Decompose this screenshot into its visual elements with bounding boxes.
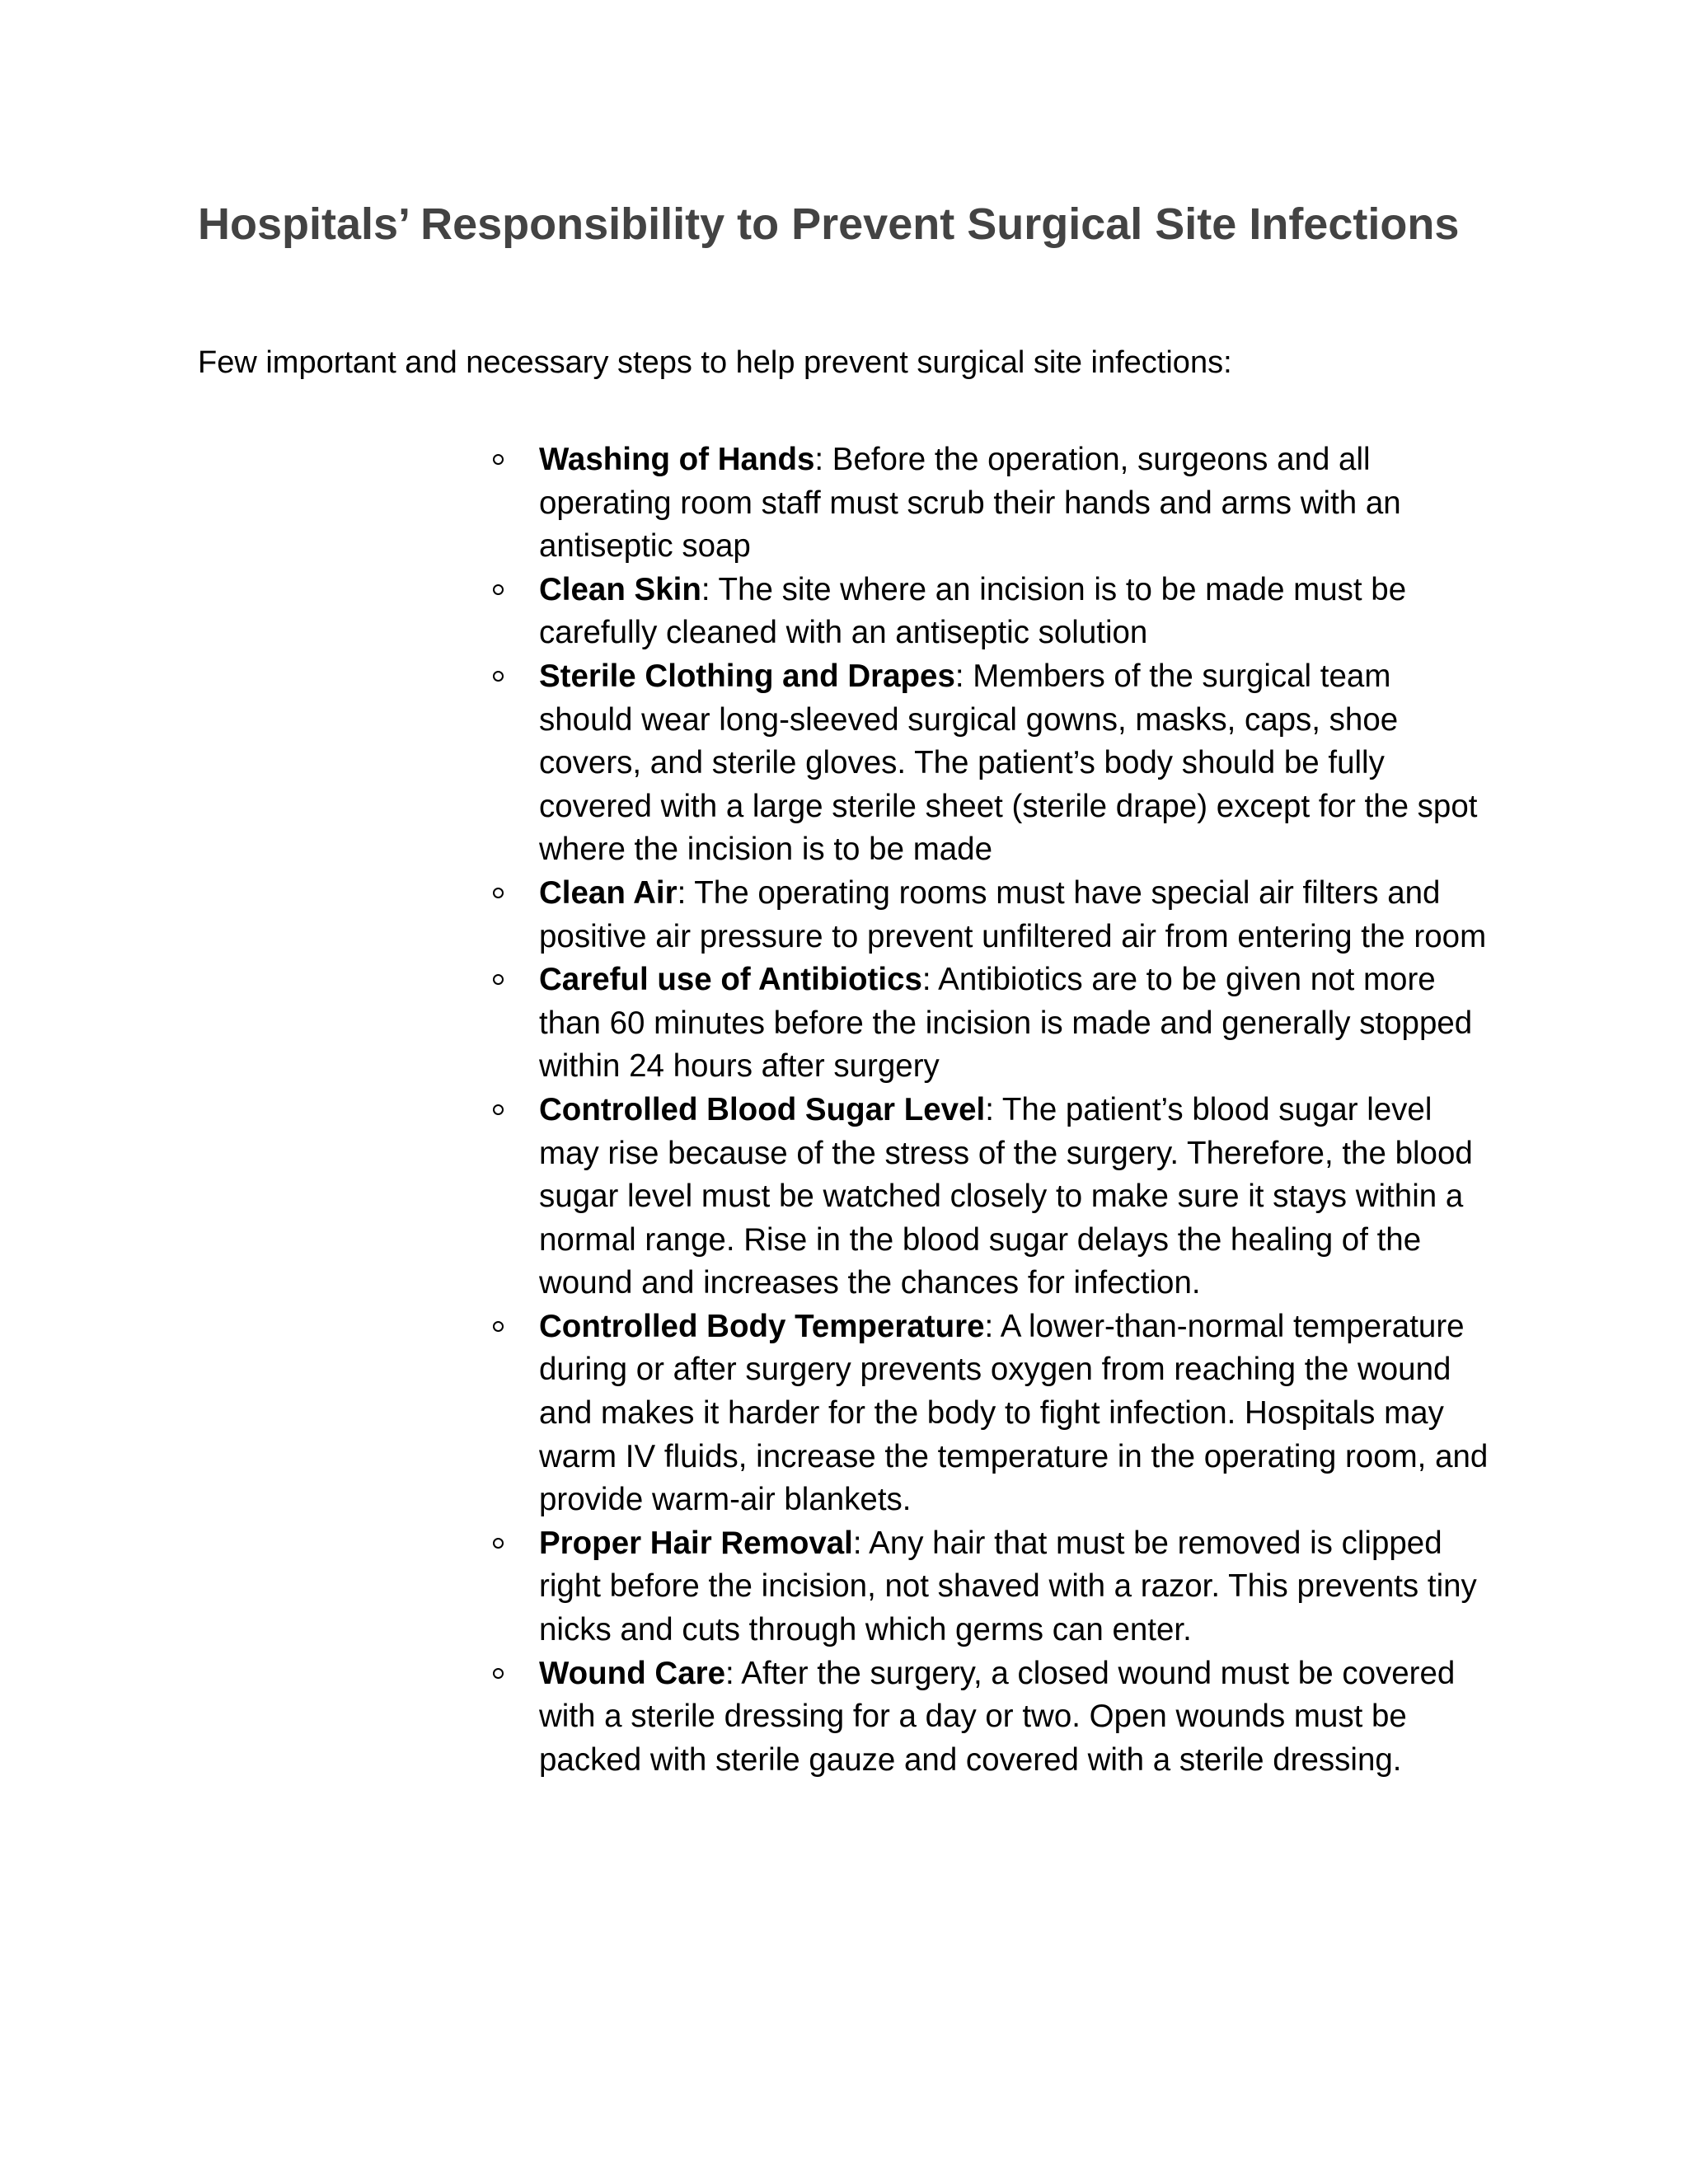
list-item — [493, 1522, 1490, 1652]
hollow-circle-bullet-icon — [493, 454, 504, 465]
hollow-circle-bullet-icon — [493, 888, 504, 898]
step-title: Sterile Clothing and Drapes — [539, 658, 955, 694]
list-item — [493, 569, 1490, 655]
step-text: : Any hair that must be removed is clipped right before the incision, not shaved with a razor. This prevents tiny nicks and cuts through which germs can enter. — [539, 1525, 1477, 1648]
step-title: Careful use of Antibiotics — [539, 962, 922, 998]
list-item — [493, 1305, 1490, 1522]
list-item — [493, 872, 1490, 958]
step-text: : Members of the surgical team should wear long-sleeved surgical gowns, masks, caps, shoe covers, and sterile gloves. The patient’s body should be fully covered with a large sterile sheet (sterile drape) except for the spot where the incision is to be made — [539, 658, 1478, 868]
step-text: : After the surgery, a closed wound must be covered with a sterile dressing for a day or two. Open wounds must be packed with sterile gauze and covered with a sterile dressing. — [539, 1655, 1456, 1778]
list-item — [493, 438, 1490, 569]
step-title: Proper Hair Removal — [539, 1525, 853, 1561]
step-text: : A lower-than-normal temperature during or after surgery prevents oxygen from reaching the wound and makes it harder for the body to fight infection. Hospitals may warm IV fluids, increase the temperature in the operating room, and provide warm-air blankets. — [539, 1308, 1489, 1518]
step-title: Controlled Blood Sugar Level — [539, 1091, 986, 1127]
step-title: Washing of Hands — [539, 442, 815, 477]
step-title: Clean Skin — [539, 571, 701, 607]
step-text: : The site where an incision is to be made must be carefully cleaned with an antiseptic solution — [539, 571, 1407, 651]
hollow-circle-bullet-icon — [493, 974, 504, 985]
hollow-circle-bullet-icon — [493, 671, 504, 682]
step-title: Wound Care — [539, 1655, 726, 1691]
hollow-circle-bullet-icon — [493, 1668, 504, 1679]
list-item — [493, 1089, 1490, 1305]
list-item — [493, 958, 1490, 1089]
step-text: : The operating rooms must have special air filters and positive air pressure to prevent unfiltered air from entering the room — [539, 874, 1487, 954]
step-text: : The patient’s blood sugar level may rise because of the stress of the surgery. Therefore, the blood sugar level must be watched closely to make sure it stays within a normal range. Rise in the blood sugar delays the healing of the wound and increases the chances for infection. — [539, 1091, 1473, 1301]
page-title: Hospitals’ Responsibility to Prevent Surgical Site Infections — [198, 199, 1460, 249]
hollow-circle-bullet-icon — [493, 1321, 504, 1332]
hollow-circle-bullet-icon — [493, 1538, 504, 1549]
steps-list — [493, 438, 1490, 1782]
list-item — [493, 1652, 1490, 1783]
step-title: Clean Air — [539, 874, 678, 911]
hollow-circle-bullet-icon — [493, 1104, 504, 1115]
step-text: : Before the operation, surgeons and all operating room staff must scrub their hands and arms with an antiseptic soap — [539, 442, 1401, 565]
list-item — [493, 655, 1490, 872]
hollow-circle-bullet-icon — [493, 584, 504, 595]
step-title: Controlled Body Temperature — [539, 1308, 985, 1344]
step-text: : Antibiotics are to be given not more than 60 minutes before the incision is made and generally stopped within 24 hours after surgery — [539, 962, 1473, 1085]
intro-paragraph: Few important and necessary steps to help prevent surgical site infections: — [198, 345, 1232, 380]
